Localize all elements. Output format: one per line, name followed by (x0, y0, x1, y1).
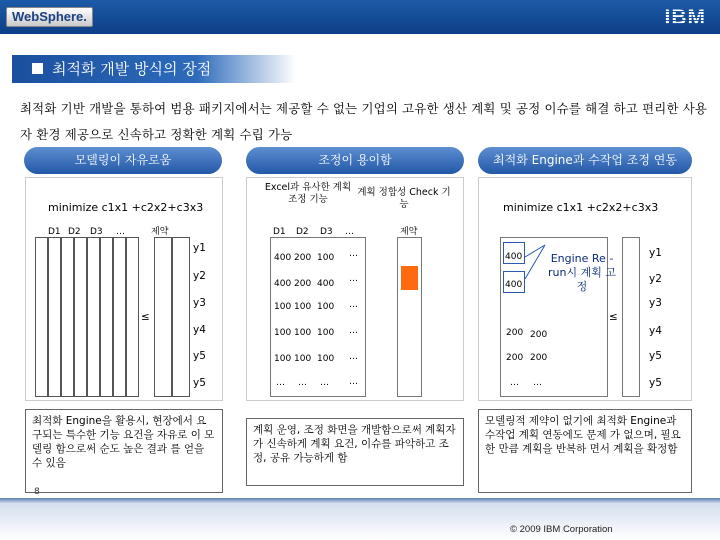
description-modeling: 최적화 Engine을 활용시, 현장에서 요구되는 특수한 기능 요건을 자유로 이 모델링 함으로써 순도 높은 결과 를 얻을 수 있음 (25, 409, 223, 493)
row-label: y2 (193, 270, 206, 282)
plan-value: … (533, 378, 542, 388)
col-label: … (345, 227, 354, 237)
fixed-value: 400 (505, 280, 523, 290)
plan-value: … (349, 377, 358, 387)
col-label: D2 (68, 227, 81, 237)
plan-value: … (349, 274, 358, 284)
fixed-value: 400 (505, 252, 523, 262)
objective-formula: minimize c1x1 +c2x2+c3x3 (48, 201, 204, 214)
highlighted-cell (401, 266, 418, 290)
description-engine-sync: 모델링적 제약이 없기에 최적화 Engine과 수작업 계획 연동에도 문제 가 없으며, 필요한 만큼 계획을 반복하 면서 계획을 확정함 (478, 409, 692, 493)
engine-rerun-note: Engine Re -run시 계획 고정 (548, 252, 616, 293)
plan-value: 200 (506, 328, 524, 338)
row-label: y1 (193, 242, 206, 254)
plan-value: 200 (506, 353, 524, 363)
plan-value: 100 (274, 328, 292, 338)
row-label: y2 (649, 273, 662, 285)
plan-value: 100 (294, 354, 312, 364)
plan-value: 100 (274, 302, 292, 312)
plan-value: 100 (317, 328, 335, 338)
constraint-label: 제약 (400, 227, 418, 237)
description-adjustment: 계획 운영, 조정 화면을 개발함으로써 계획자가 신속하게 계획 요건, 이슈를 파악하고 조정, 공유 가능하게 함 (246, 418, 464, 486)
column-header-engine-sync: 최적화 Engine과 수작업 조정 연동 (478, 147, 692, 174)
plan-value: 100 (317, 354, 335, 364)
objective-formula: minimize c1x1 +c2x2+c3x3 (503, 201, 659, 214)
plan-value: 200 (530, 353, 548, 363)
col-label: … (116, 227, 125, 237)
row-label: y4 (649, 325, 662, 337)
plan-value: 400 (274, 253, 292, 263)
column-header-adjustment: 조정이 용이함 (246, 147, 464, 174)
row-label: y3 (649, 297, 662, 309)
plan-value: … (349, 249, 358, 259)
row-label: y3 (193, 297, 206, 309)
col-label: D2 (296, 227, 309, 237)
consistency-check-note: 계획 정합성 Check 기능 (357, 187, 451, 210)
ibm-logo: IBM (664, 6, 706, 29)
col-label: D1 (273, 227, 286, 237)
slide-title: 최적화 개발 방식의 장점 (52, 60, 212, 78)
column-header-modeling: 모델링이 자유로움 (24, 147, 222, 174)
plan-value: … (276, 378, 285, 388)
col-label: D1 (48, 227, 61, 237)
page-number: 8 (34, 487, 40, 497)
plan-value: … (510, 378, 519, 388)
square-bullet-icon (32, 63, 43, 74)
copyright-text: © 2009 IBM Corporation (510, 524, 613, 535)
col-label: D3 (320, 227, 333, 237)
constraint-label: 제약 (151, 227, 169, 237)
plan-value: … (349, 352, 358, 362)
plan-value: 100 (294, 302, 312, 312)
plan-value: … (349, 300, 358, 310)
plan-value: 400 (317, 279, 335, 289)
slide-title-bar (12, 55, 296, 83)
plan-value: 100 (317, 253, 335, 263)
intro-text: 최적화 기반 개발을 통하여 범용 패키지에서는 제공할 수 없는 기업의 고유한 생산 계획 및 공정 이슈를 해결 하고 편리한 사용자 환경 제공으로 신속하고 정확한 계획 수립 가능 (20, 101, 708, 142)
row-label: y1 (649, 247, 662, 259)
inequality-symbol: ≤ (609, 311, 618, 323)
row-label: y4 (193, 324, 206, 336)
plan-value: 200 (530, 330, 548, 340)
row-label: y5 (193, 350, 206, 362)
inequality-symbol: ≤ (141, 311, 150, 323)
plan-value: 100 (294, 328, 312, 338)
connector-lines (520, 235, 570, 285)
row-label: y5 (193, 377, 206, 389)
plan-value: … (298, 378, 307, 388)
plan-value: 100 (317, 302, 335, 312)
plan-value: … (320, 378, 329, 388)
header-bar (0, 0, 720, 34)
websphere-logo: WebSphere. (6, 7, 93, 27)
row-label: y5 (649, 350, 662, 362)
col-label: D3 (90, 227, 103, 237)
plan-value: … (349, 326, 358, 336)
plan-value: 400 (274, 279, 292, 289)
plan-value: 200 (294, 253, 312, 263)
excel-like-note: Excel과 유사한 계획 조정 기능 (264, 182, 352, 205)
plan-value: 200 (294, 279, 312, 289)
row-label: y5 (649, 377, 662, 389)
plan-value: 100 (274, 354, 292, 364)
